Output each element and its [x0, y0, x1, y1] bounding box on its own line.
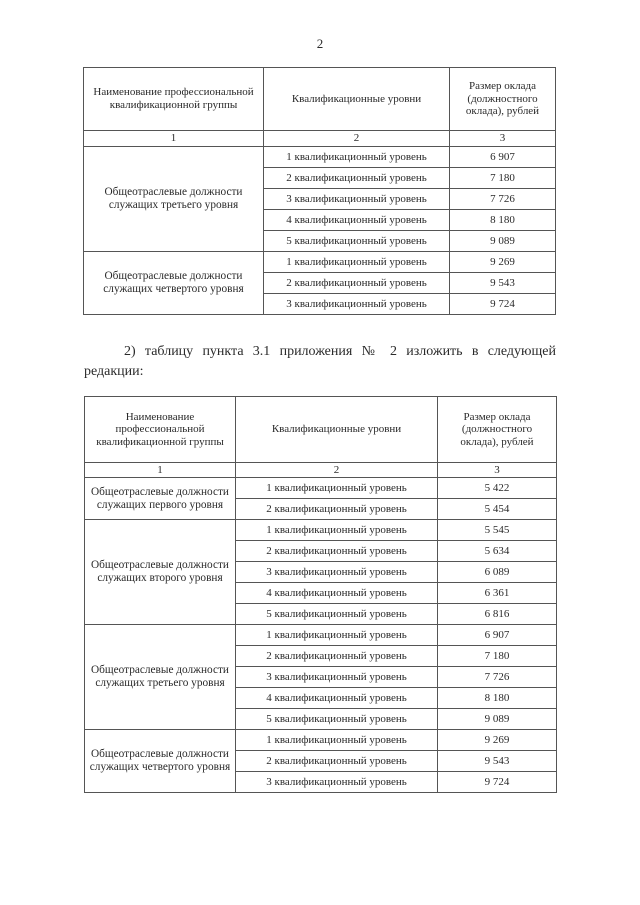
table-row: [84, 252, 556, 273]
level-cell: 4 квалификационный уровень: [264, 210, 450, 231]
salary-cell: 6 816: [438, 604, 557, 625]
level-cell: 2 квалификационный уровень: [264, 273, 450, 294]
salary-cell: 9 543: [450, 273, 556, 294]
table-row: [85, 478, 557, 499]
group-name: Общеотраслевые должности служащих четвертого уровня: [85, 730, 236, 793]
group-name: Общеотраслевые должности служащих четвертого уровня: [84, 252, 264, 315]
level-cell: 1 квалификационный уровень: [264, 252, 450, 273]
salary-cell: 9 269: [450, 252, 556, 273]
table-header-row: [85, 397, 557, 463]
salary-table-2: [84, 396, 557, 793]
salary-cell: 9 089: [450, 231, 556, 252]
salary-cell: 9 089: [438, 709, 557, 730]
salary-cell: 9 724: [438, 772, 557, 793]
group-name: Общеотраслевые должности служащих третьего уровня: [85, 625, 236, 730]
level-cell: 1 квалификационный уровень: [236, 730, 438, 751]
salary-cell: 5 545: [438, 520, 557, 541]
salary-cell: 7 180: [450, 168, 556, 189]
level-cell: 3 квалификационный уровень: [264, 294, 450, 315]
group-name: Общеотраслевые должности служащих третьего уровня: [84, 147, 264, 252]
level-cell: 2 квалификационный уровень: [236, 499, 438, 520]
column-number: 2: [264, 131, 450, 147]
salary-cell: 9 543: [438, 751, 557, 772]
level-cell: 1 квалификационный уровень: [236, 625, 438, 646]
salary-cell: 5 422: [438, 478, 557, 499]
page-number: 2: [316, 36, 324, 51]
salary-cell: 6 907: [438, 625, 557, 646]
column-number: 2: [236, 463, 438, 478]
salary-cell: 6 089: [438, 562, 557, 583]
level-cell: 1 квалификационный уровень: [236, 520, 438, 541]
level-cell: 5 квалификационный уровень: [264, 231, 450, 252]
header-salary: Размер оклада (должностного оклада), рублей: [450, 68, 556, 131]
level-cell: 2 квалификационный уровень: [236, 541, 438, 562]
level-cell: 4 квалификационный уровень: [236, 688, 438, 709]
salary-cell: 7 180: [438, 646, 557, 667]
salary-cell: 9 724: [450, 294, 556, 315]
group-name: Общеотраслевые должности служащих первого уровня: [85, 478, 236, 520]
header-levels: Квалификационные уровни: [236, 397, 438, 463]
salary-cell: 7 726: [438, 667, 557, 688]
salary-cell: 5 634: [438, 541, 557, 562]
column-number: 1: [84, 131, 264, 147]
level-cell: 1 квалификационный уровень: [264, 147, 450, 168]
level-cell: 2 квалификационный уровень: [236, 646, 438, 667]
column-number-row: [84, 131, 556, 147]
level-cell: 4 квалификационный уровень: [236, 583, 438, 604]
column-number-row: [85, 463, 557, 478]
salary-cell: 8 180: [438, 688, 557, 709]
table-row: [85, 520, 557, 541]
salary-cell: 6 361: [438, 583, 557, 604]
level-cell: 5 квалификационный уровень: [236, 709, 438, 730]
column-number: 1: [85, 463, 236, 478]
table-row: [85, 730, 557, 751]
level-cell: 2 квалификационный уровень: [236, 751, 438, 772]
salary-table-1: [83, 67, 556, 315]
salary-cell: 8 180: [450, 210, 556, 231]
header-group-name: Наименование профессиональной квалификационной группы: [84, 68, 264, 131]
table-row: [84, 147, 556, 168]
header-salary: Размер оклада (должностного оклада), рублей: [438, 397, 557, 463]
table-row: [85, 625, 557, 646]
column-number: 3: [438, 463, 557, 478]
level-cell: 3 квалификационный уровень: [264, 189, 450, 210]
level-cell: 1 квалификационный уровень: [236, 478, 438, 499]
salary-cell: 5 454: [438, 499, 557, 520]
level-cell: 3 квалификационный уровень: [236, 667, 438, 688]
level-cell: 3 квалификационный уровень: [236, 772, 438, 793]
level-cell: 2 квалификационный уровень: [264, 168, 450, 189]
table-header-row: [84, 68, 556, 131]
header-levels: Квалификационные уровни: [264, 68, 450, 131]
header-group-name: Наименование профессиональной квалификационной группы: [85, 397, 236, 463]
level-cell: 5 квалификационный уровень: [236, 604, 438, 625]
amendment-paragraph: 2) таблицу пункта 3.1 приложения № 2 изложить в следующей редакции:: [84, 344, 556, 379]
salary-cell: 9 269: [438, 730, 557, 751]
group-name: Общеотраслевые должности служащих второго уровня: [85, 520, 236, 625]
salary-cell: 6 907: [450, 147, 556, 168]
column-number: 3: [450, 131, 556, 147]
level-cell: 3 квалификационный уровень: [236, 562, 438, 583]
salary-cell: 7 726: [450, 189, 556, 210]
